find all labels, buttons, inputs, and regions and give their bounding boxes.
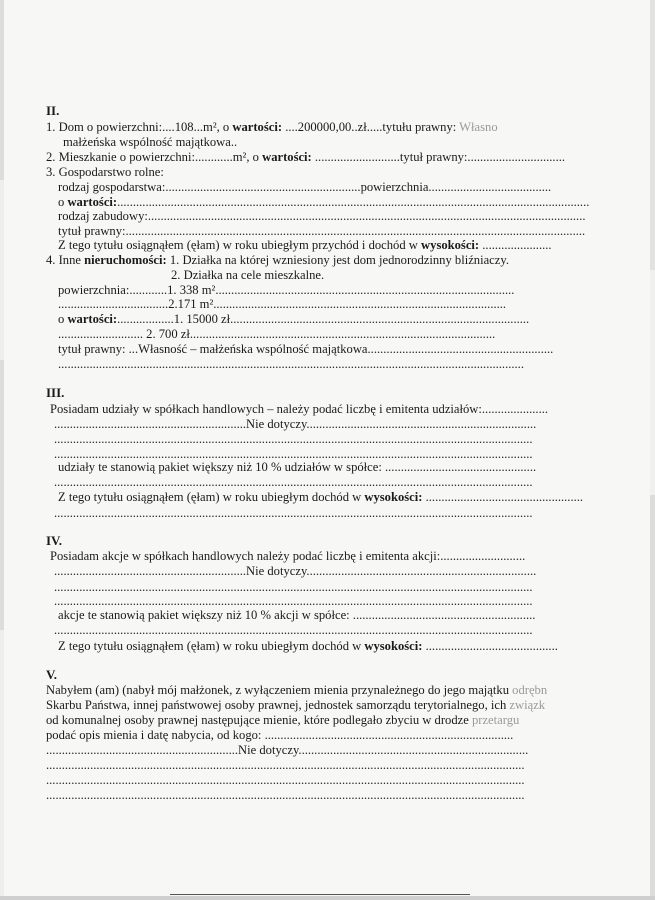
s3-stake-line: udziały te stanowią pakiet większy niż 10 % udziałów w spółce: ................................................: [58, 460, 537, 474]
s2-other-item1: 1. Działka na której wzniesiony jest dom jednorodzinny bliźniaczy.: [169, 253, 509, 267]
s4-stocks-answer: .............................................................Nie dotyczy.........................................................................: [54, 564, 537, 578]
s3-blank-3: ........................................................................................................................................................: [54, 475, 533, 489]
section-iii-heading: III.: [46, 385, 65, 400]
s5-acquired-faint-2: związk: [509, 698, 546, 712]
s4-stake-line: akcje te stanowią pakiet większy niż 10 % akcji w spółce: ..........................................................: [58, 608, 536, 622]
s5-acquired-faint-3: przetargu: [471, 713, 520, 727]
s2-other-value-label: wartości:: [67, 312, 118, 326]
s2-farm-value: ......................................................................................................................................................: [117, 195, 590, 209]
s3-income-value: ..................................................: [425, 490, 584, 504]
s2-house-text: 1. Dom o powierzchni:....108...m², o: [46, 120, 230, 134]
section-ii-heading: II.: [46, 103, 60, 118]
s2-flat-value-label: wartości:: [262, 150, 312, 164]
s2-farm-title: tytuł prawny:..................................................................................................................................................: [58, 224, 586, 238]
s5-blank-3: ........................................................................................................................................................: [46, 788, 525, 802]
s4-blank-2: ........................................................................................................................................................: [54, 594, 533, 608]
s2-farm-value-label: wartości:: [67, 195, 118, 209]
s2-other-blank: ....................................................................................................................................................: [58, 357, 524, 371]
s2-other-area1: powierzchnia:............1. 338 m²...............................................................................................: [58, 283, 515, 297]
s4-blank-1: ........................................................................................................................................................: [54, 580, 533, 594]
s3-shares-line: Posiadam udziały w spółkach handlowych – należy podać liczbę i emitenta udziałów:.....................: [50, 402, 549, 416]
s2-farm-income-text: Z tego tytułu osiągnąłem (ęłam) w roku ubiegłym przychód i dochód w: [58, 238, 418, 252]
s5-acquired-text-3: od komunalnej osoby prawnej następujące mienie, które podlegało zbyciu w drodze: [46, 713, 469, 727]
s4-income-label: wysokości:: [364, 639, 423, 653]
s2-farm-income-label: wysokości:: [421, 238, 480, 252]
s4-income-value: ..........................................: [425, 639, 558, 653]
s2-farm-buildings: rodzaj zabudowy:...........................................................................................................................................: [58, 209, 586, 223]
scan-edge-left: [0, 0, 4, 900]
s2-other-area2: ...................................2.171 m².............................................................................................: [58, 297, 507, 311]
s2-house-line: [46, 120, 600, 134]
s4-income-line: [58, 639, 600, 653]
s2-other-value-line: [58, 312, 600, 326]
scan-edge-bottom: [0, 896, 655, 900]
s3-income-line: [58, 490, 600, 504]
s5-answer: .............................................................Nie dotyczy.........................................................................: [46, 743, 529, 757]
s2-flat-text: 2. Mieszkanie o powierzchni:............m², o: [46, 150, 259, 164]
section-iv-heading: IV.: [46, 533, 63, 548]
s4-stocks-line: Posiadam akcje w spółkach handlowych należy podać liczbę i emitenta akcji:...........................: [50, 549, 526, 563]
s3-blank-4: ........................................................................................................................................................: [54, 506, 533, 520]
s2-other-value1: ..................1. 15000 zł...............................................................................................: [117, 312, 530, 326]
s2-house-title: małżeńska wspólność majątkowa..: [63, 135, 238, 149]
s4-blank-3: ........................................................................................................................................................: [54, 623, 533, 637]
s3-blank-1: ........................................................................................................................................................: [54, 432, 533, 446]
s5-blank-1: ........................................................................................................................................................: [46, 758, 525, 772]
s2-other-value-o: o: [58, 312, 65, 326]
s2-farm-income-value: ......................: [482, 238, 552, 252]
s5-acquired-faint-1: odrębn: [512, 683, 548, 697]
s2-flat-value: ...........................tytuł prawny:...............................: [314, 150, 566, 164]
s5-description-line: podać opis mienia i datę nabycia, od kogo: ...............................................................................: [46, 728, 514, 742]
s2-farm-income-line: [58, 238, 600, 252]
s5-acquired-text-1: Nabyłem (am) (nabył mój małżonek, z wyłączeniem mienia przynależnego do jego majątku: [46, 683, 509, 697]
s4-income-text: Z tego tytułu osiągnąłem (ęłam) w roku ubiegłym dochód w: [58, 639, 362, 653]
bottom-rule: [170, 894, 470, 895]
s3-blank-2: ........................................................................................................................................................: [54, 447, 533, 461]
s2-other-label: nieruchomości:: [84, 253, 167, 267]
s2-other-text: 4. Inne: [46, 253, 81, 267]
section-v-heading: V.: [46, 667, 57, 682]
s2-house-faint: Własno: [459, 120, 498, 134]
s5-acquired-line-1: [46, 683, 600, 697]
s2-house-value: ....200000,00..zł.....tytułu prawny:: [285, 120, 457, 134]
scan-edge-right: [650, 0, 655, 900]
s2-other-title: tytuł prawny: ...Własność – małżeńska wspólność majątkowa...........................................................: [58, 342, 554, 356]
s2-flat-line: [46, 150, 600, 164]
s5-acquired-text-2: Skarbu Państwa, innej państwowej osoby prawnej, jednostek samorządu terytorialnego, ich: [46, 698, 507, 712]
s5-acquired-line-3: [46, 713, 600, 727]
s2-farm-heading: 3. Gospodarstwo rolne:: [46, 165, 164, 179]
s2-farm-type: rodzaj gospodarstwa:..............................................................powierzchnia.......................................: [58, 180, 552, 194]
s5-blank-2: ........................................................................................................................................................: [46, 773, 525, 787]
s3-shares-answer: .............................................................Nie dotyczy.........................................................................: [54, 417, 537, 431]
s3-income-label: wysokości:: [364, 490, 423, 504]
s2-farm-value-o: o: [58, 195, 65, 209]
s3-income-text: Z tego tytułu osiągnąłem (ęłam) w roku ubiegłym dochód w: [58, 490, 362, 504]
s2-farm-value-line: [58, 195, 600, 209]
s2-other-item2: 2. Działka na cele mieszkalne.: [171, 268, 325, 282]
s2-other-value2: ........................... 2. 700 zł.................................................................................................: [58, 327, 496, 341]
s2-house-value-label: wartości:: [232, 120, 283, 134]
s2-other-line: [46, 253, 600, 267]
s5-acquired-line-2: [46, 698, 600, 712]
